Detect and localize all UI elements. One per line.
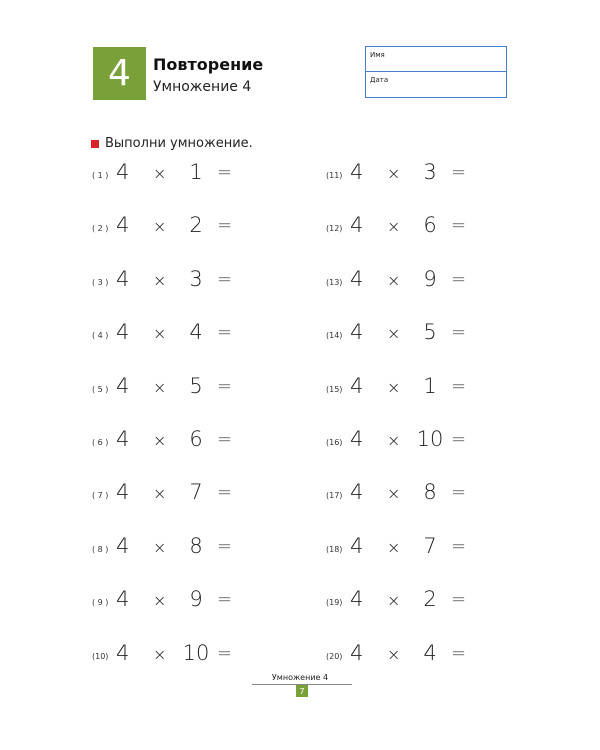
- equals-sign: =: [451, 429, 467, 450]
- problem-number: ( 7 ): [92, 491, 109, 501]
- operand-b: 6: [189, 427, 203, 451]
- problem-row: [92, 427, 237, 457]
- page-number: 7: [296, 685, 308, 697]
- equals-sign: =: [451, 642, 467, 664]
- problem-row: [92, 213, 237, 243]
- operator-sign: ×: [387, 591, 401, 611]
- page-title: Повторение: [153, 55, 264, 74]
- operand-b: 9: [423, 266, 437, 291]
- operand-b: 5: [423, 320, 437, 345]
- operator-sign: ×: [153, 270, 167, 290]
- operand-a: 4: [116, 640, 130, 665]
- equals-sign: =: [217, 642, 233, 664]
- problem-number: (15): [326, 384, 343, 394]
- operand-b: 2: [423, 587, 437, 612]
- equals-sign: =: [451, 589, 467, 611]
- name-date-box: [365, 46, 507, 98]
- problem-row: [326, 374, 471, 404]
- equals-sign: =: [217, 215, 233, 237]
- operator-sign: ×: [387, 217, 401, 237]
- operand-b: 6: [423, 213, 437, 238]
- operator-sign: ×: [387, 484, 401, 504]
- equals-sign: =: [451, 268, 467, 290]
- operand-a: 4: [350, 213, 364, 238]
- operator-sign: ×: [153, 431, 167, 450]
- operand-a: 4: [116, 587, 130, 612]
- problem-number: ( 1 ): [92, 171, 109, 180]
- problem-number: ( 6 ): [92, 438, 109, 447]
- problem-row: [326, 427, 471, 457]
- operator-sign: ×: [387, 644, 401, 664]
- instruction-text: Выполни умножение.: [105, 136, 253, 151]
- problem-row: [92, 641, 237, 671]
- problem-row: [326, 641, 471, 671]
- problem-row: [92, 480, 237, 510]
- problem-row: [92, 320, 237, 350]
- operand-a: 4: [350, 320, 364, 345]
- problem-row: [92, 587, 237, 617]
- problem-row: [92, 267, 237, 297]
- date-label: Дата: [370, 76, 389, 84]
- problem-row: [92, 160, 237, 190]
- operator-sign: ×: [387, 324, 401, 344]
- operand-a: 4: [116, 213, 130, 238]
- equals-sign: =: [451, 162, 467, 183]
- problem-number: (12): [326, 224, 343, 234]
- problem-number: (16): [326, 438, 343, 447]
- operand-b: 4: [423, 640, 437, 665]
- equals-sign: =: [217, 322, 233, 344]
- footer-label: Умножение 4: [271, 673, 329, 682]
- operator-sign: ×: [387, 431, 401, 450]
- problem-number: (14): [326, 331, 343, 341]
- problem-row: [326, 267, 471, 297]
- operand-a: 4: [116, 266, 130, 291]
- operand-b: 8: [189, 533, 203, 558]
- operand-a: 4: [116, 427, 130, 451]
- operator-sign: ×: [153, 377, 167, 397]
- equals-sign: =: [451, 215, 467, 237]
- operator-sign: ×: [153, 484, 167, 504]
- operator-sign: ×: [153, 537, 167, 557]
- equals-sign: =: [451, 535, 467, 557]
- operator-sign: ×: [387, 270, 401, 290]
- operand-b: 7: [423, 533, 437, 558]
- problem-row: [326, 213, 471, 243]
- problem-number: (18): [326, 544, 343, 554]
- operand-b: 10: [416, 427, 444, 451]
- name-label: Имя: [370, 51, 385, 59]
- problem-row: [92, 534, 237, 564]
- operand-a: 4: [116, 320, 130, 345]
- instruction: [91, 136, 253, 151]
- operand-b: 10: [182, 640, 210, 665]
- problem-number: (20): [326, 651, 343, 661]
- page-subtitle: Умножение 4: [153, 79, 252, 95]
- problem-row: [326, 480, 471, 510]
- operand-b: 1: [189, 160, 203, 184]
- operand-a: 4: [350, 533, 364, 558]
- problem-row: [326, 320, 471, 350]
- equals-sign: =: [217, 482, 233, 504]
- date-field[interactable]: [366, 72, 506, 97]
- operator-sign: ×: [153, 164, 167, 183]
- equals-sign: =: [217, 535, 233, 557]
- operand-a: 4: [116, 160, 130, 184]
- equals-sign: =: [217, 268, 233, 290]
- problem-number: (13): [326, 277, 343, 287]
- operand-b: 1: [423, 373, 437, 398]
- operator-sign: ×: [153, 324, 167, 344]
- problem-number: (17): [326, 491, 343, 501]
- problem-number: (11): [326, 171, 343, 180]
- operator-sign: ×: [153, 217, 167, 237]
- operand-a: 4: [350, 480, 364, 505]
- problem-number: ( 5 ): [92, 384, 109, 394]
- operand-b: 3: [423, 160, 437, 184]
- problem-number: ( 8 ): [92, 544, 109, 554]
- operand-a: 4: [350, 266, 364, 291]
- red-square-marker-icon: [91, 140, 99, 148]
- equals-sign: =: [217, 589, 233, 611]
- operator-sign: ×: [153, 644, 167, 664]
- operand-a: 4: [350, 427, 364, 451]
- operand-a: 4: [350, 640, 364, 665]
- operand-a: 4: [116, 373, 130, 398]
- operand-b: 3: [189, 266, 203, 291]
- operand-a: 4: [116, 533, 130, 558]
- operand-b: 4: [189, 320, 203, 345]
- operand-b: 7: [189, 480, 203, 505]
- problem-number: ( 2 ): [92, 224, 109, 234]
- operand-b: 2: [189, 213, 203, 238]
- operator-sign: ×: [153, 591, 167, 611]
- operator-sign: ×: [387, 377, 401, 397]
- problem-number: ( 4 ): [92, 331, 109, 341]
- name-field[interactable]: [366, 47, 506, 72]
- problem-row: [92, 374, 237, 404]
- operator-sign: ×: [387, 537, 401, 557]
- operator-sign: ×: [387, 164, 401, 183]
- equals-sign: =: [217, 375, 233, 397]
- operand-b: 9: [189, 587, 203, 612]
- equals-sign: =: [217, 429, 233, 450]
- operand-a: 4: [350, 373, 364, 398]
- equals-sign: =: [217, 162, 233, 183]
- equals-sign: =: [451, 375, 467, 397]
- operand-b: 5: [189, 373, 203, 398]
- problem-number: (10): [92, 651, 109, 661]
- lesson-number-badge: 4: [93, 47, 146, 100]
- operand-b: 8: [423, 480, 437, 505]
- problem-number: ( 9 ): [92, 598, 109, 608]
- problem-number: ( 3 ): [92, 277, 109, 287]
- problem-row: [326, 160, 471, 190]
- problem-number: (19): [326, 598, 343, 608]
- problem-row: [326, 587, 471, 617]
- operand-a: 4: [350, 160, 364, 184]
- equals-sign: =: [451, 482, 467, 504]
- operand-a: 4: [116, 480, 130, 505]
- operand-a: 4: [350, 587, 364, 612]
- equals-sign: =: [451, 322, 467, 344]
- problem-row: [326, 534, 471, 564]
